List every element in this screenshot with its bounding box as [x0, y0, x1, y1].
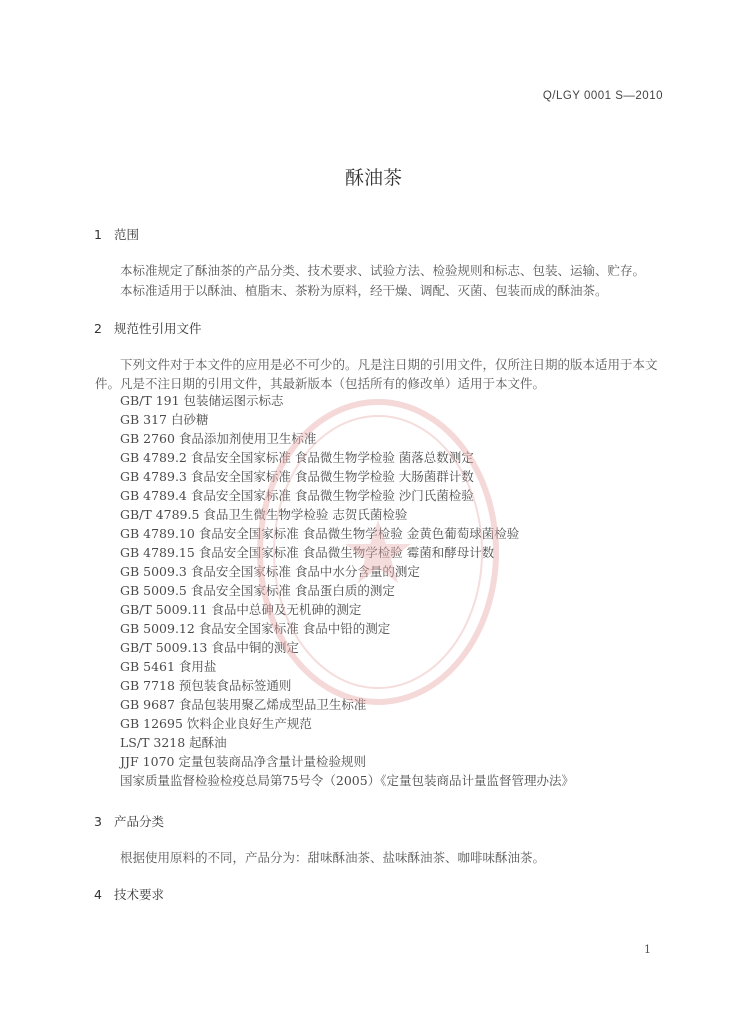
section-4-heading — [94, 885, 164, 903]
reference-item: GB/T 5009.11 食品中总砷及无机砷的测定 — [120, 602, 362, 617]
reference-item: GB 12695 饮料企业良好生产规范 — [120, 716, 312, 731]
reference-item: GB 4789.2 食品安全国家标准 食品微生物学检验 菌落总数测定 — [120, 450, 474, 465]
reference-item: LS/T 3218 起酥油 — [120, 735, 227, 750]
reference-item: GB 4789.15 食品安全国家标准 食品微生物学检验 霉菌和酵母计数 — [120, 545, 495, 560]
references-intro-line-1: 下列文件对于本文件的应用是必不可少的。凡是注日期的引用文件，仅所注日期的版本适用于本文 — [120, 357, 658, 372]
section-1-heading — [94, 225, 139, 243]
reference-item: GB 5009.12 食品安全国家标准 食品中铅的测定 — [120, 621, 391, 636]
classification-paragraph: 根据使用原料的不同，产品分为：甜味酥油茶、盐味酥油茶、咖啡味酥油茶。 — [120, 850, 546, 865]
reference-item: JJF 1070 定量包装商品净含量计量检验规则 — [120, 754, 366, 769]
section-number: 3 — [94, 814, 102, 829]
reference-item: GB 4789.10 食品安全国家标准 食品微生物学检验 金黄色葡萄球菌检验 — [120, 526, 520, 541]
reference-item: GB/T 191 包装储运图示标志 — [120, 393, 284, 408]
reference-item: GB 4789.4 食品安全国家标准 食品微生物学检验 沙门氏菌检验 — [120, 488, 474, 503]
reference-item: GB/T 5009.13 食品中铜的测定 — [120, 640, 299, 655]
reference-item: GB 5009.5 食品安全国家标准 食品蛋白质的测定 — [120, 583, 395, 598]
scope-paragraph-1: 本标准规定了酥油茶的产品分类、技术要求、试验方法、检验规则和标志、包装、运输、贮存。 — [120, 263, 646, 278]
reference-item: GB/T 4789.5 食品卫生微生物学检验 志贺氏菌检验 — [120, 507, 408, 522]
reference-item: GB 2760 食品添加剂使用卫生标准 — [120, 431, 317, 446]
reference-item: 国家质量监督检验检疫总局第75号令（2005）《定量包装商品计量监督管理办法》 — [120, 773, 574, 788]
document-title: 酥油茶 — [344, 167, 402, 189]
section-title: 范围 — [114, 227, 140, 242]
section-2-heading — [94, 319, 202, 337]
section-number: 1 — [94, 227, 102, 242]
section-title: 产品分类 — [114, 814, 165, 829]
reference-item: GB 9687 食品包装用聚乙烯成型品卫生标准 — [120, 697, 367, 712]
scope-paragraph-2: 本标准适用于以酥油、植脂末、茶粉为原料，经干燥、调配、灭菌、包装而成的酥油茶。 — [120, 283, 608, 298]
reference-item: GB 5009.3 食品安全国家标准 食品中水分含量的测定 — [120, 564, 420, 579]
section-title: 规范性引用文件 — [114, 321, 202, 336]
reference-item: GB 5461 食用盐 — [120, 659, 217, 674]
section-3-heading — [94, 812, 164, 830]
section-title: 技术要求 — [114, 887, 165, 902]
section-number: 4 — [94, 887, 102, 902]
section-number: 2 — [94, 321, 102, 336]
reference-list — [120, 391, 574, 790]
reference-item: GB 4789.3 食品安全国家标准 食品微生物学检验 大肠菌群计数 — [120, 469, 474, 484]
standard-code: Q/LGY 0001 S—2010 — [542, 90, 663, 102]
reference-item: GB 7718 预包装食品标签通则 — [120, 678, 292, 693]
page-number: 1 — [644, 943, 651, 956]
reference-item: GB 317 白砂糖 — [120, 412, 209, 427]
references-intro-line-2: 件。凡是不注日期的引用文件，其最新版本（包括所有的修改单）适用于本文件。 — [95, 376, 546, 391]
